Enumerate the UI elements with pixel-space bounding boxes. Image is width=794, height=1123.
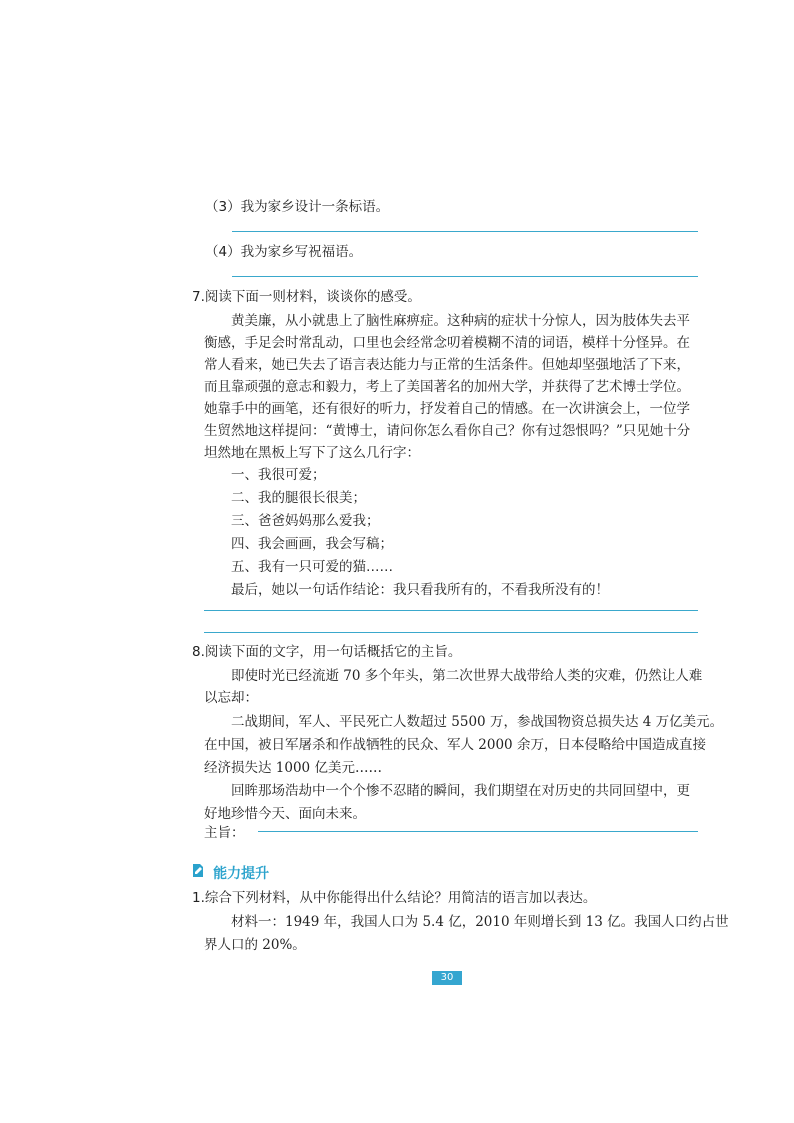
answer-line	[232, 276, 698, 277]
q7-list-item: 五、我有一只可爱的猫……	[231, 559, 393, 575]
q8-text-line: 二战期间，军人、平民死亡人数超过 5500 万，参战国物资总损失达 4 万亿美元。	[231, 714, 724, 730]
q1-prompt: 1.综合下列材料，从中你能得出什么结论？用简洁的语言加以表达。	[192, 890, 597, 906]
q7-text-line: 生贸然地这样提问：“黄博士，请问你怎么看你自己？你有过怨恨吗？”只见她十分	[204, 423, 691, 439]
q7-list-item: 二、我的腿很长很美；	[231, 490, 366, 506]
q8-text-line: 回眸那场浩劫中一个个惨不忍睹的瞬间，我们期望在对历史的共同回望中，更	[231, 783, 690, 799]
section-header	[192, 862, 269, 883]
q6-item-3: （3）我为家乡设计一条标语。	[205, 199, 390, 215]
q7-text-line: 衡感，手足会时常乱动，口里也会经常念叨着模糊不清的词语，模样十分怪异。在	[204, 335, 690, 351]
q7-list-item: 一、我很可爱；	[231, 467, 326, 483]
q8-prompt: 8.阅读下面的文字，用一句话概括它的主旨。	[192, 644, 462, 660]
q8-text-line: 经济损失达 1000 亿美元……	[204, 760, 382, 776]
q8-text-line: 在中国，被日军屠杀和作战牺牲的民众、军人 2000 余万，日本侵略给中国造成直接	[204, 737, 706, 753]
q7-text-line: 她靠手中的画笔，还有很好的听力，抒发着自己的情感。在一次讲演会上，一位学	[204, 401, 690, 417]
q7-conclusion: 最后，她以一句话作结论：我只看我所有的，不看我所没有的！	[231, 582, 609, 598]
q1-text-line: 界人口的 20%。	[204, 937, 306, 953]
section-title: 能力提升	[213, 865, 270, 882]
answer-line	[258, 831, 698, 832]
pencil-icon	[192, 863, 205, 882]
answer-line	[232, 231, 698, 232]
answer-line	[204, 632, 698, 633]
q6-item-4: （4）我为家乡写祝福语。	[205, 244, 363, 260]
q8-text-line: 即使时光已经流逝 70 多个年头，第二次世界大战带给人类的灾难，仍然让人难	[231, 668, 703, 684]
q7-text-line: 常人看来，她已失去了语言表达能力与正常的生活条件。但她却坚强地活了下来，	[204, 357, 690, 373]
q7-list-item: 三、爸爸妈妈那么爱我；	[231, 513, 380, 529]
q8-answer-label: 主旨：	[204, 825, 245, 841]
q8-text-line: 以忘却：	[204, 690, 258, 706]
q7-text-line: 而且靠顽强的意志和毅力，考上了美国著名的加州大学，并获得了艺术博士学位。	[204, 379, 690, 395]
q7-text-line: 黄美廉，从小就患上了脑性麻痹症。这种病的症状十分惊人，因为肢体失去平	[231, 313, 690, 329]
q7-prompt: 7.阅读下面一则材料，谈谈你的感受。	[192, 289, 421, 305]
answer-line	[204, 610, 698, 611]
q7-list-item: 四、我会画画，我会写稿；	[231, 536, 393, 552]
page-number: 30	[432, 971, 462, 985]
q7-text-line: 坦然地在黑板上写下了这么几行字：	[204, 445, 420, 461]
q1-text-line: 材料一：1949 年，我国人口为 5.4 亿，2010 年则增长到 13 亿。我国人口约占世	[231, 914, 729, 930]
q8-text-line: 好地珍惜今天、面向未来。	[204, 806, 366, 822]
